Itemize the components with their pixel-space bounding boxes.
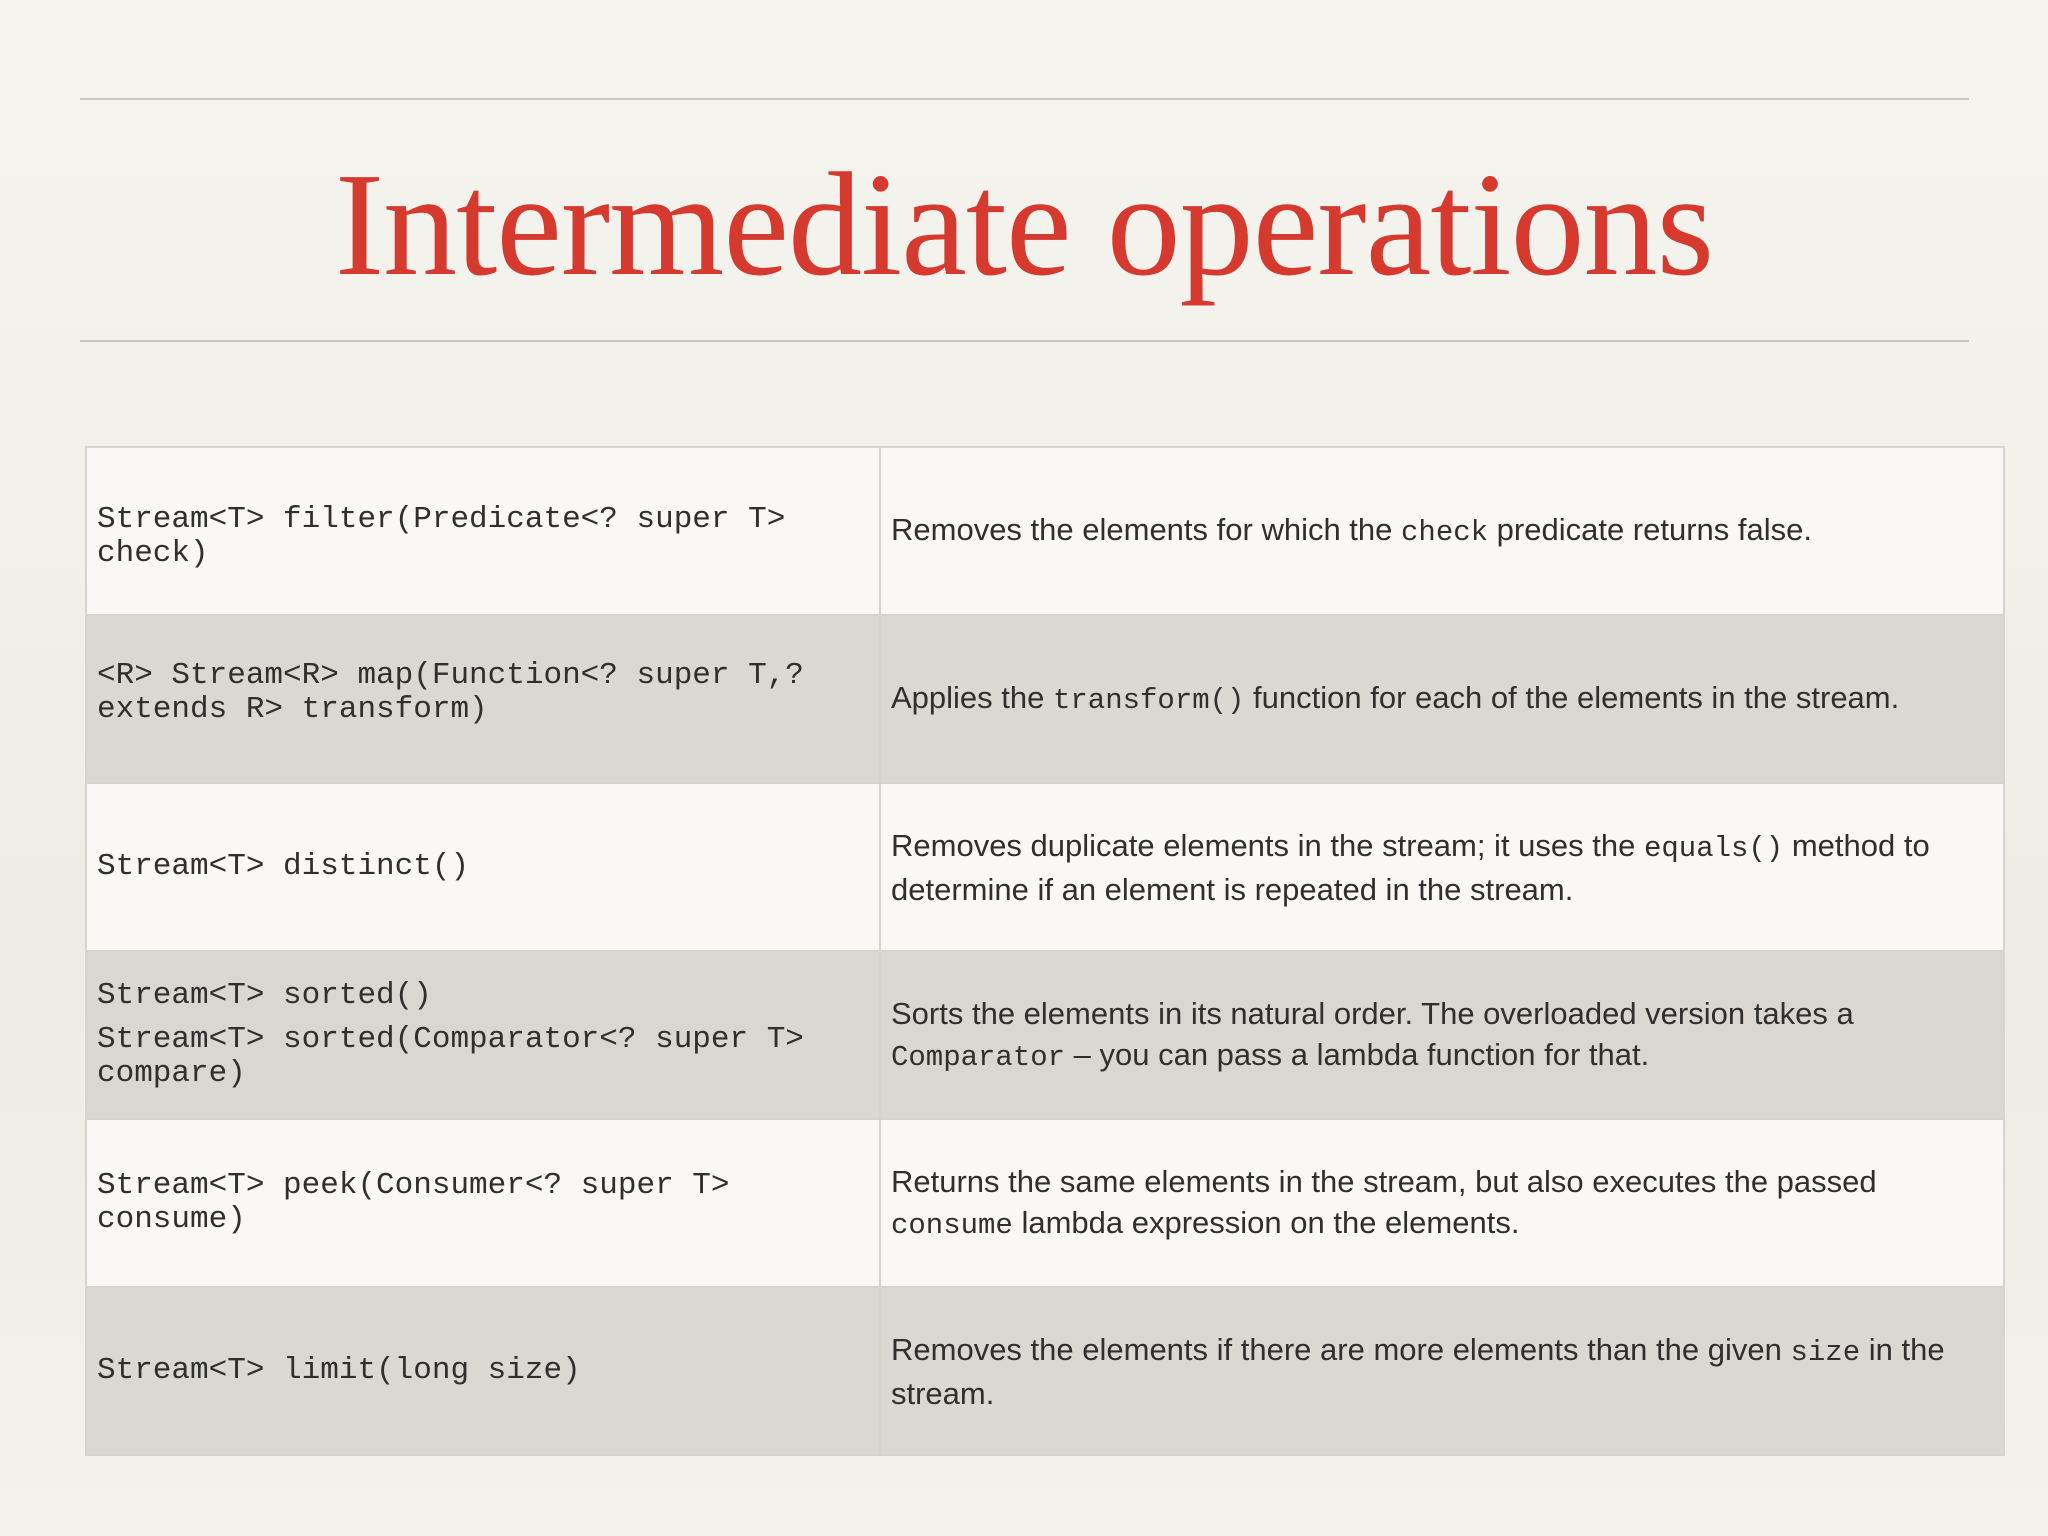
description-cell	[880, 951, 2004, 1119]
method-signature: Stream<T> limit(long size)	[97, 1353, 581, 1388]
top-divider	[80, 98, 1969, 100]
inline-code: equals()	[1643, 831, 1784, 865]
inline-code: size	[1790, 1335, 1861, 1369]
method-signature: Stream<T> peek(Consumer<? super T> consume)	[97, 1168, 730, 1237]
description-cell	[880, 783, 2004, 951]
signature-cell	[86, 1287, 880, 1455]
signature-cell	[86, 615, 880, 783]
table-row-distinct	[86, 783, 2004, 951]
table-row-peek	[86, 1119, 2004, 1287]
slide-title: Intermediate operations	[334, 143, 1714, 307]
description-text: function for each of the elements in the stream.	[1244, 680, 1900, 715]
description-text: Sorts the elements in its natural order. The overloaded version takes a	[891, 995, 1854, 1031]
method-signature: Stream<T> sorted()	[97, 978, 432, 1013]
description-cell	[880, 1119, 2004, 1287]
operations-table	[85, 446, 2005, 1456]
method-signature: <R> Stream<R> map(Function<? super T,? extends R> transform)	[97, 658, 804, 727]
title-divider	[80, 340, 1969, 342]
description-text: Returns the same elements in the stream, but also executes the passed	[891, 1163, 1877, 1199]
signature-cell	[86, 447, 880, 615]
signature-cell	[86, 783, 880, 951]
description-text: Removes duplicate elements in the stream; it uses the	[891, 827, 1644, 863]
method-signature: Stream<T> filter(Predicate<? super T> check)	[97, 502, 786, 571]
table-row-limit	[86, 1287, 2004, 1455]
description-cell	[880, 615, 2004, 783]
method-signature: Stream<T> sorted(Comparator<? super T> compare)	[97, 1022, 804, 1091]
description-text: in the stream.	[891, 1331, 1945, 1411]
description-text: Removes the elements if there are more elements than the given	[891, 1331, 1791, 1367]
description-text: Removes the elements for which the	[891, 512, 1402, 547]
table-row-sorted	[86, 951, 2004, 1119]
description-text: Applies the	[891, 680, 1053, 715]
description-cell	[880, 447, 2004, 615]
table-row-filter	[86, 447, 2004, 615]
description-text: lambda expression on the elements.	[1012, 1204, 1520, 1240]
table-row-map	[86, 615, 2004, 783]
description-text: predicate returns false.	[1488, 512, 1812, 547]
description-cell	[880, 1287, 2004, 1455]
method-signature: Stream<T> distinct()	[97, 849, 470, 884]
inline-code: check	[1401, 516, 1489, 549]
description-text: – you can pass a lambda function for that.	[1065, 1036, 1650, 1072]
inline-code: consume	[891, 1208, 1013, 1242]
signature-cell	[86, 951, 880, 1119]
inline-code: Comparator	[891, 1040, 1066, 1074]
description-text: method to determine if an element is repeated in the stream.	[891, 827, 1930, 907]
signature-cell	[86, 1119, 880, 1287]
inline-code: transform()	[1053, 684, 1245, 717]
